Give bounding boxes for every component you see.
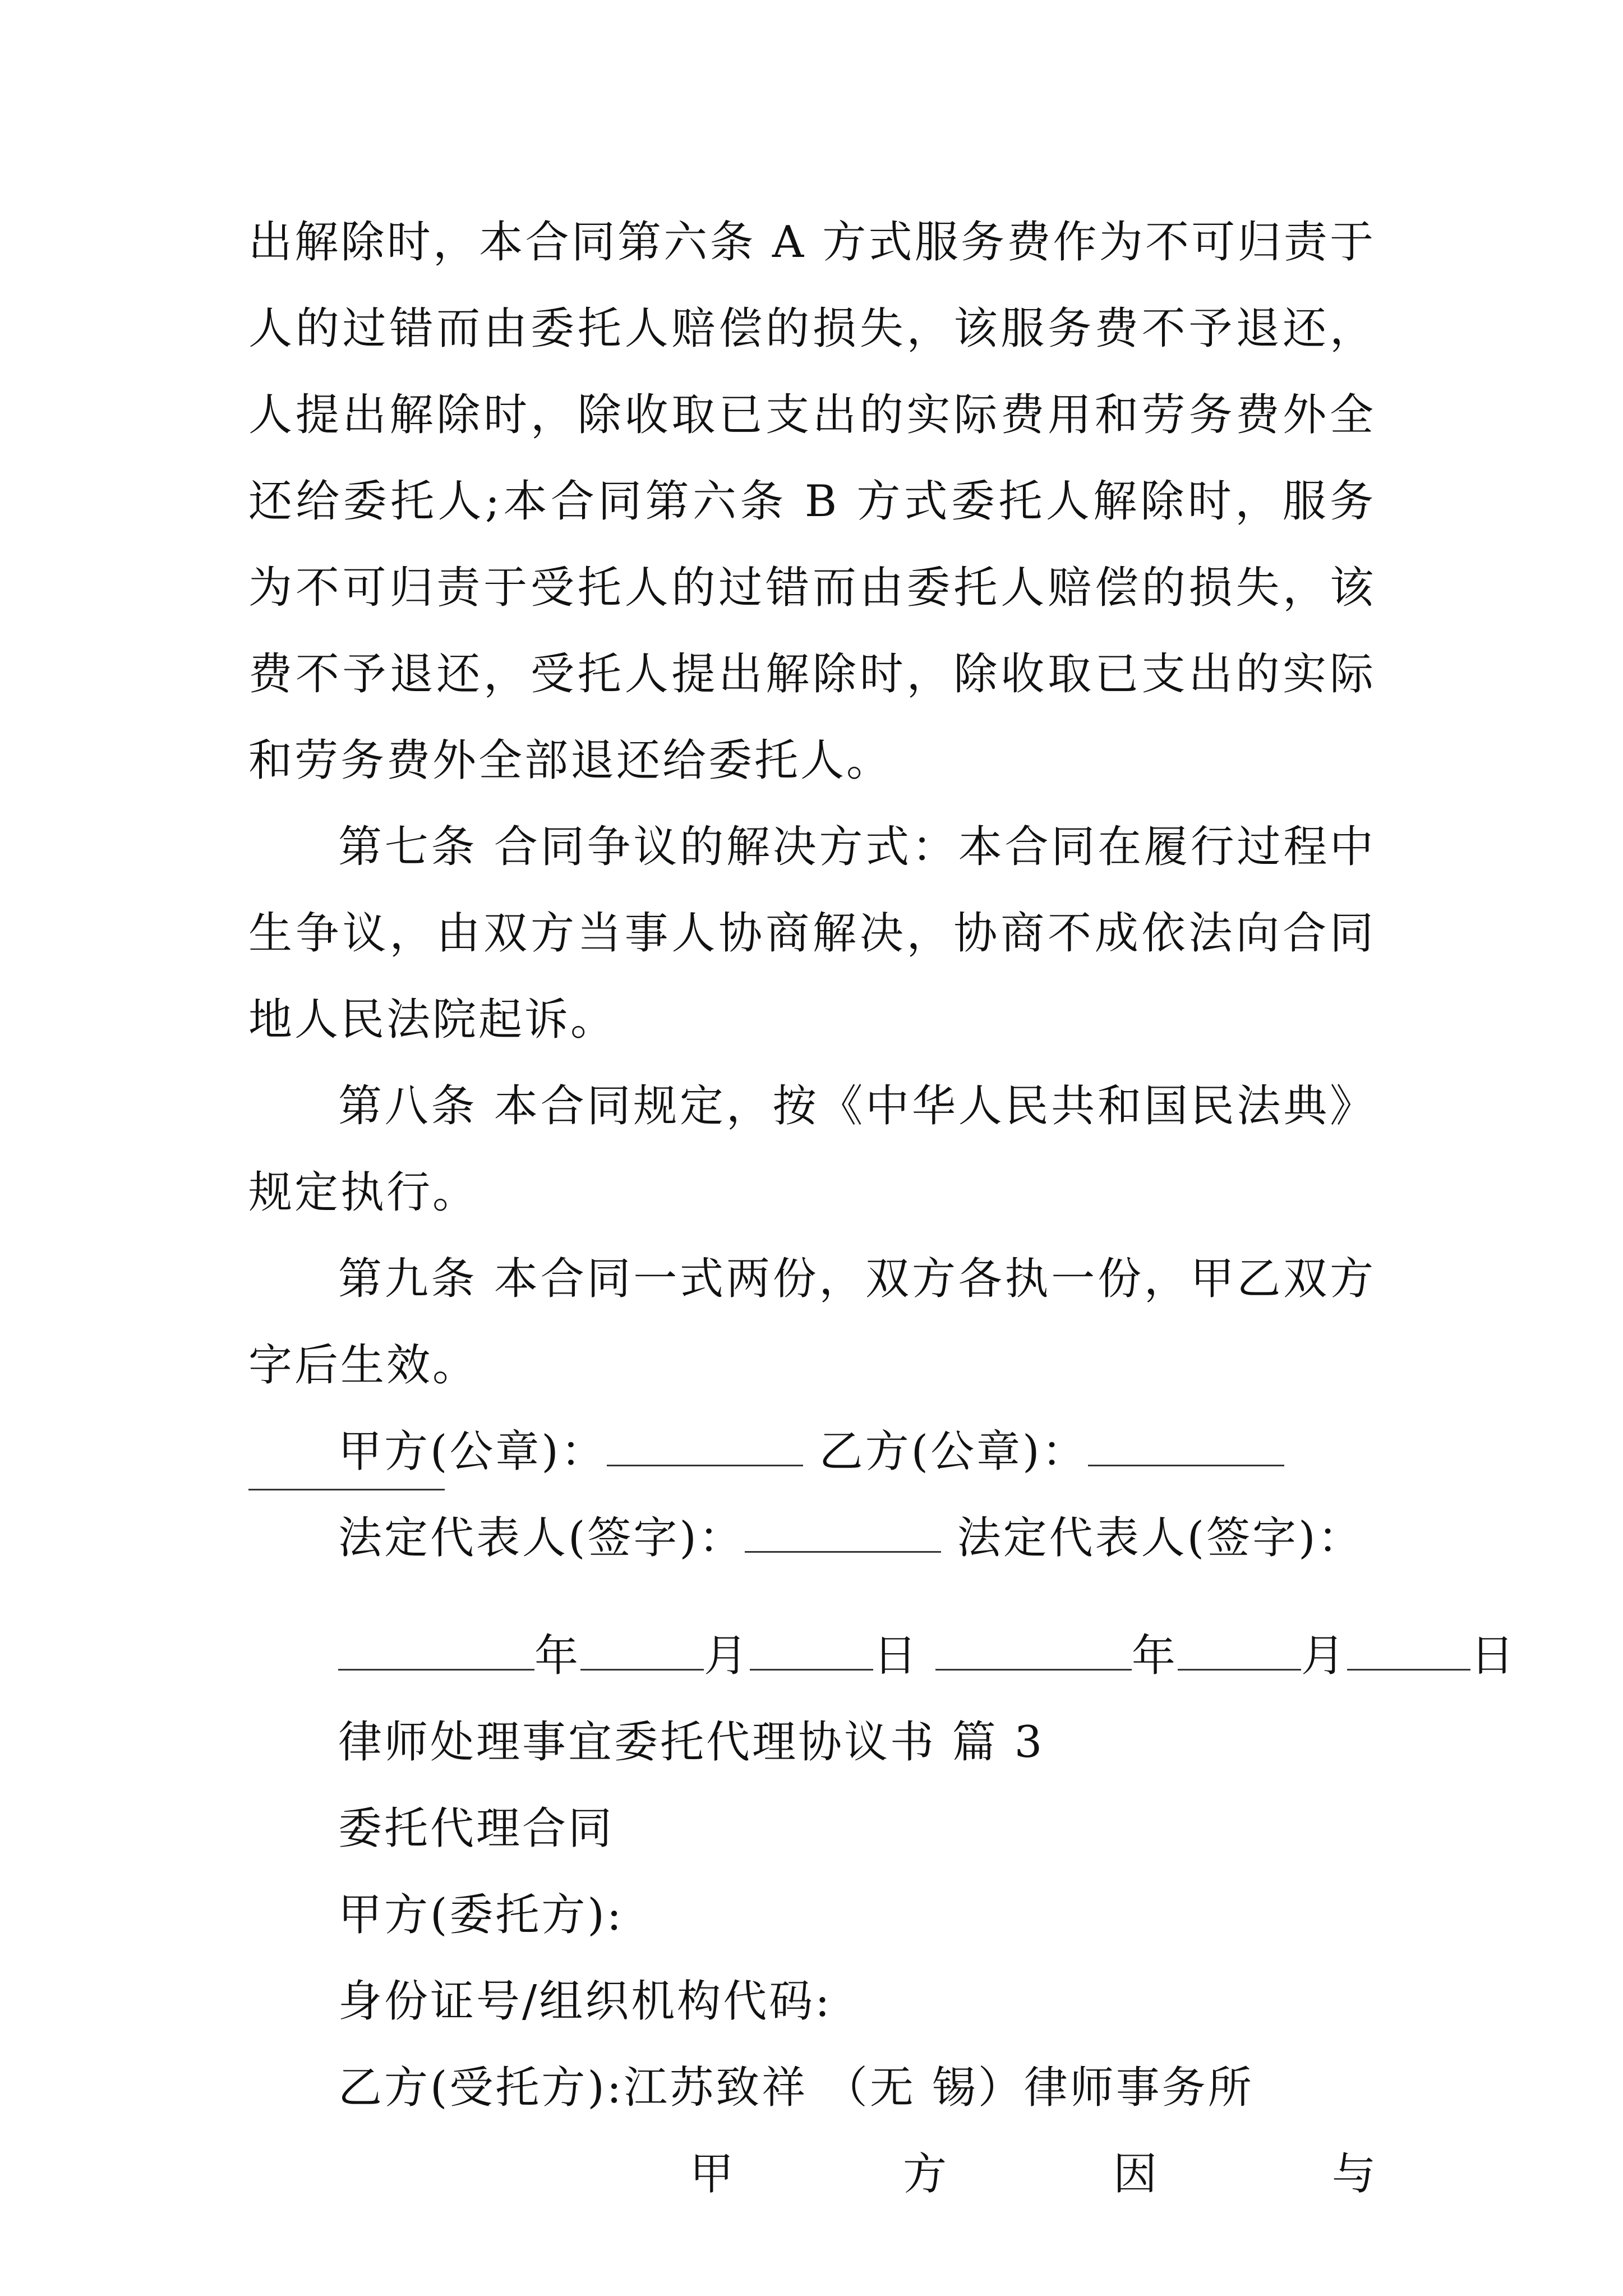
article-8-line: 规定执行。 [248, 1167, 479, 1218]
spread-char: 因 [1113, 2149, 1158, 2200]
paragraph-line: 人提出解除时，除收取已支出的实际费用和劳务费外全 [248, 390, 1376, 440]
party-a-line: 甲方(委托方): [338, 1890, 624, 1940]
article-7-line: 地人民法院起诉。 [248, 995, 617, 1045]
year-a-blank [338, 1636, 534, 1671]
party-b-seal-blank [1088, 1432, 1284, 1466]
article-8-line: 第八条 本合同规定，按《中华人民共和国民法典》 [338, 1081, 1376, 1131]
spread-char: 与 [1332, 2149, 1376, 2200]
paragraph-line: 和劳务费外全部退还给委托人。 [248, 735, 893, 786]
id-number-line: 身份证号/组织机构代码: [338, 1976, 832, 2027]
month-a-label: 月 [704, 1631, 750, 1681]
paragraph-line: 费不予退还，受托人提出解除时，除收取已支出的实际 [248, 649, 1376, 700]
article-7-line: 生争议，由双方当事人协商解决，协商不成依法向合同 [248, 908, 1376, 959]
party-a-seal-blank [607, 1432, 803, 1466]
paragraph-line: 还给委托人;本合同第六条 B 方式委托人解除时，服务 [248, 476, 1376, 527]
year-b-label: 年 [1131, 1631, 1178, 1681]
month-b-blank [1178, 1636, 1301, 1671]
date-line [338, 1628, 1516, 1684]
paragraph-line: 为不可归责于受托人的过错而由委托人赔偿的损失，该 [248, 563, 1376, 613]
month-b-label: 月 [1301, 1631, 1347, 1681]
representative-line [338, 1510, 1404, 1566]
article-9-line: 第九条 本合同一式两份，双方各执一份，甲乙双方 [338, 1254, 1376, 1304]
spread-char: 甲 [690, 2149, 734, 2200]
rep-a-label: 法定代表人(签字)： [338, 1513, 745, 1563]
day-b-label: 日 [1470, 1631, 1516, 1681]
article-7-line: 第七条 合同争议的解决方式：本合同在履行过程中 [338, 822, 1376, 872]
year-b-blank [935, 1636, 1132, 1671]
month-a-blank [580, 1636, 704, 1671]
contract-title: 委托代理合同 [338, 1803, 615, 1854]
year-a-label: 年 [534, 1631, 581, 1681]
seal-line [338, 1424, 1376, 1480]
rep-b-blank [248, 1487, 445, 1490]
spread-char: 方 [903, 2149, 947, 2200]
article-9-line: 字后生效。 [248, 1340, 479, 1391]
rep-b-label: 法定代表人(签字)： [957, 1513, 1364, 1563]
day-a-blank [750, 1636, 873, 1671]
day-a-label: 日 [873, 1631, 920, 1681]
party-b-seal-label: 乙方(公章)： [819, 1427, 1088, 1477]
party-b-line: 乙方(受托方):江苏致祥 （无 锡）律师事务所 [338, 2063, 1254, 2113]
paragraph-line: 人的过错而由委托人赔偿的损失，该服务费不予退还， [248, 303, 1376, 354]
section-heading: 律师处理事宜委托代理协议书 篇 3 [338, 1717, 1045, 1768]
rep-a-blank [745, 1519, 941, 1553]
paragraph-line: 出解除时，本合同第六条 A 方式服务费作为不可归责于 [248, 217, 1376, 268]
day-b-blank [1347, 1636, 1470, 1671]
party-a-seal-label: 甲方(公章)： [338, 1427, 607, 1477]
